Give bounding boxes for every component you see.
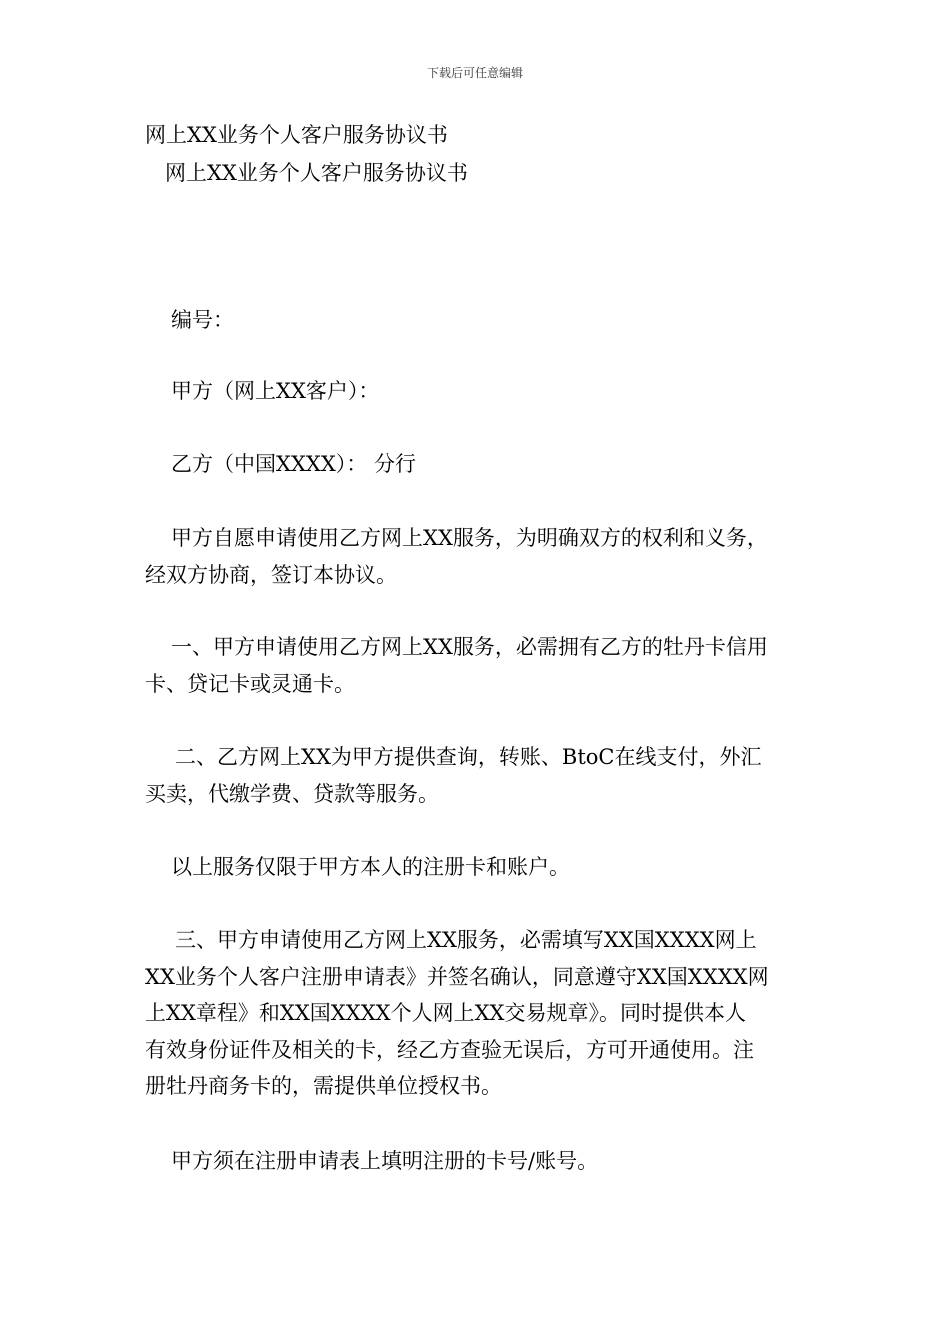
clause-2-paragraph xyxy=(145,739,810,812)
clause-3-line-4: 有效身份证件及相关的卡，经乙方查验无误后，方可开通使用。注 xyxy=(145,1037,754,1062)
clause-2-line-1: 二、乙方网上XX为甲方提供查询，转账、BtoC在线支付，外汇 xyxy=(175,745,762,769)
document-subtitle: 网上XX业务个人客户服务协议书 xyxy=(165,161,468,185)
intro-line-1: 甲方自愿申请使用乙方网上XX服务，为明确双方的权利和义务， xyxy=(171,526,768,550)
clause-3-line-1: 三、甲方申请使用乙方网上XX服务，必需填写XX国XXXX网上 xyxy=(175,928,757,952)
clause-2-line-2: 买卖，代缴学费、贷款等服务。 xyxy=(145,781,439,806)
party-a-label: 甲方（网上XX客户）： xyxy=(171,379,380,403)
clause-1-paragraph xyxy=(145,629,810,702)
clause-1-line-2: 卡、贷记卡或灵通卡。 xyxy=(145,671,355,696)
clause-1-line-1: 一、甲方申请使用乙方网上XX服务，必需拥有乙方的牡丹卡信用 xyxy=(171,635,768,659)
intro-paragraph xyxy=(145,520,810,593)
document-title: 网上XX业务个人客户服务协议书 xyxy=(145,123,448,147)
clause-3-line-5: 册牡丹商务卡的，需提供单位授权书。 xyxy=(145,1074,502,1098)
clause-3-paragraph xyxy=(145,922,810,1105)
party-b-label: 乙方（中国XXXX）： 分行 xyxy=(171,452,416,476)
clause-2-note: 以上服务仅限于甲方本人的注册卡和账户。 xyxy=(171,855,570,879)
clause-3-line-2: XX业务个人客户注册申请表》并签名确认，同意遵守XX国XXXX网 xyxy=(145,964,769,989)
agreement-number-label: 编号： xyxy=(171,308,234,332)
clause-3-note: 甲方须在注册申请表上填明注册的卡号/账号。 xyxy=(171,1149,599,1173)
clause-3-line-3: 上XX章程》和XX国XXXX个人网上XX交易规章》。同时提供本人 xyxy=(145,1001,746,1025)
page-header-note: 下载后可任意编辑 xyxy=(426,66,523,80)
intro-line-2: 经双方协商，签订本协议。 xyxy=(145,562,397,587)
